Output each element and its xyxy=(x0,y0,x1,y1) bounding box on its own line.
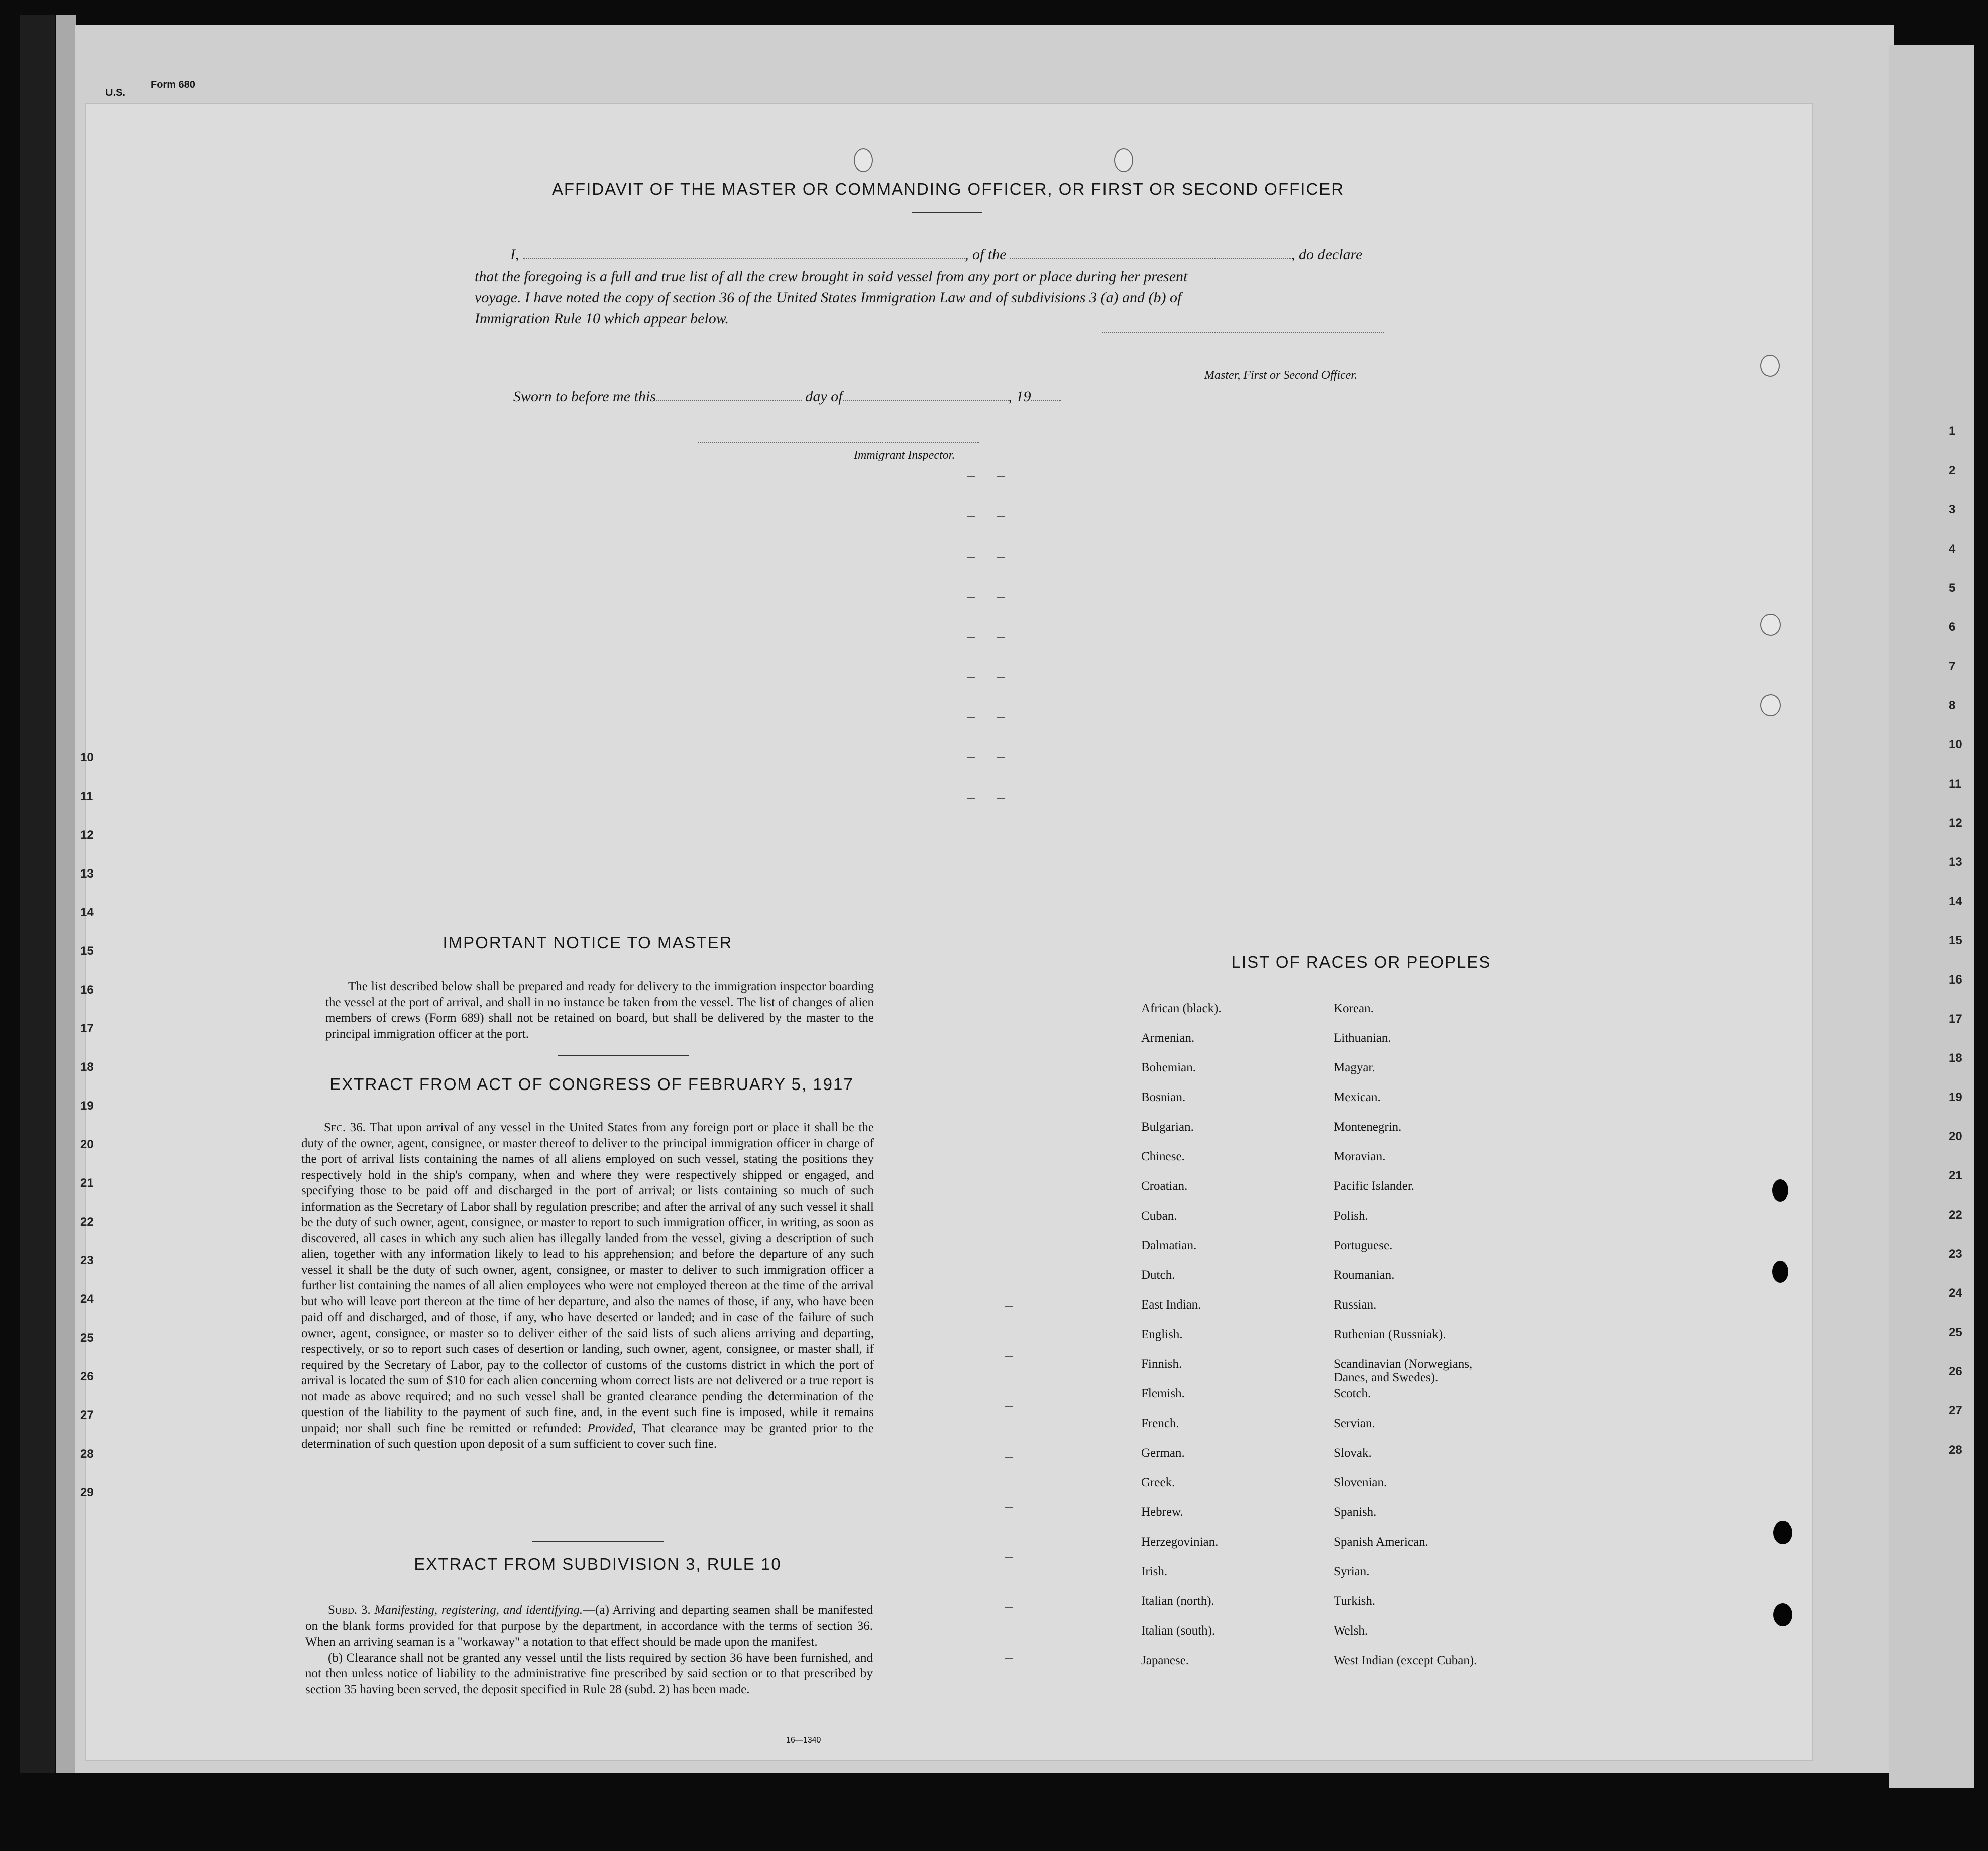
race-item: Bohemian. xyxy=(1141,1061,1196,1074)
column-dash xyxy=(997,557,1005,558)
race-item: Irish. xyxy=(1141,1565,1168,1578)
column-dash xyxy=(967,757,975,758)
margin-number: 18 xyxy=(80,1060,94,1074)
column-dash xyxy=(967,717,975,718)
race-item: Scandinavian (Norwegians, Danes, and Swedes). xyxy=(1334,1357,1473,1384)
column-dash xyxy=(967,798,975,799)
column-dash xyxy=(997,476,1005,477)
column-dash xyxy=(997,597,1005,598)
race-item: French. xyxy=(1141,1417,1179,1430)
rule-subd-label: Subd. 3. xyxy=(328,1603,371,1617)
column-dash xyxy=(1005,1507,1013,1508)
race-item: Lithuanian. xyxy=(1334,1031,1391,1045)
margin-number: 24 xyxy=(1949,1286,1962,1300)
notice-paragraph: The list described below shall be prepared and ready for delivery to the immigration inspector boarding the vessel at the port of arrival, and shall in no instance be taken from the vessel. The list of changes of alien members of crews (Form 689) shall not be retained on board, but shall be delivered by the master to the principal immigration officer at the port. xyxy=(325,979,874,1041)
margin-number: 10 xyxy=(1949,738,1962,751)
race-item: Finnish. xyxy=(1141,1357,1182,1371)
rule-subd-a: —(a) Arriving and departing seamen shall be manifested on the blank forms provided for that purpose by the department, in accordance with the terms of section 36. When an arriving seaman is a "workaway" a notation to that effect should be made upon the manifest. xyxy=(305,1603,873,1649)
margin-number: 21 xyxy=(1949,1169,1962,1182)
year-blank[interactable] xyxy=(1031,400,1061,401)
rule-title: EXTRACT FROM SUBDIVISION 3, RULE 10 xyxy=(414,1555,782,1573)
race-item: Turkish. xyxy=(1334,1594,1376,1608)
us-label: U.S. xyxy=(105,87,125,98)
race-item: Syrian. xyxy=(1334,1565,1370,1578)
margin-number: 6 xyxy=(1949,620,1956,634)
margin-number: 22 xyxy=(80,1215,94,1229)
column-dash xyxy=(1005,1607,1013,1608)
affidavit-line-4: Immigration Rule 10 which appear below. xyxy=(475,310,729,327)
race-item: Flemish. xyxy=(1141,1387,1185,1400)
race-item: Portuguese. xyxy=(1334,1239,1393,1252)
margin-number: 23 xyxy=(1949,1247,1962,1261)
day-blank[interactable] xyxy=(656,400,802,401)
race-item: Dutch. xyxy=(1141,1268,1175,1282)
column-dash xyxy=(967,677,975,678)
margin-number: 27 xyxy=(80,1408,94,1422)
margin-number: 20 xyxy=(1949,1130,1962,1143)
race-item: Spanish. xyxy=(1334,1505,1377,1519)
form-number: Form 680 xyxy=(151,79,195,90)
margin-number: 2 xyxy=(1949,464,1956,477)
margin-number: 28 xyxy=(1949,1443,1962,1457)
margin-number: 18 xyxy=(1949,1051,1962,1065)
signature-blank[interactable] xyxy=(1102,326,1384,333)
race-item: Greek. xyxy=(1141,1476,1175,1489)
race-item: West Indian (except Cuban). xyxy=(1334,1654,1477,1667)
race-item: Bulgarian. xyxy=(1141,1120,1194,1134)
race-item: Bosnian. xyxy=(1141,1091,1186,1104)
vessel-blank[interactable] xyxy=(1010,258,1291,259)
margin-number: 10 xyxy=(80,751,94,765)
margin-number: 14 xyxy=(80,906,94,919)
act-rule xyxy=(532,1541,664,1542)
punch-hole xyxy=(854,148,873,172)
left-edge-strip xyxy=(20,15,55,1773)
punch-hole xyxy=(1772,1179,1788,1202)
margin-number: 1 xyxy=(1949,424,1956,438)
margin-number: 27 xyxy=(1949,1404,1962,1418)
month-blank[interactable] xyxy=(843,400,1009,401)
margin-number: 16 xyxy=(80,983,94,997)
race-item: English. xyxy=(1141,1328,1183,1341)
race-item: Croatian. xyxy=(1141,1179,1188,1193)
rule-text xyxy=(305,1602,873,1697)
race-item: Italian (south). xyxy=(1141,1624,1216,1638)
margin-number: 12 xyxy=(1949,816,1962,830)
column-dash xyxy=(1005,1557,1013,1558)
race-item: Pacific Islander. xyxy=(1334,1179,1415,1193)
column-dash xyxy=(1005,1457,1013,1458)
rule-subd-heading: Manifesting, registering, and identifying. xyxy=(374,1603,583,1617)
race-item: Hebrew. xyxy=(1141,1505,1183,1519)
margin-number: 17 xyxy=(1949,1012,1962,1026)
column-dash xyxy=(1005,1306,1013,1307)
margin-number: 26 xyxy=(80,1370,94,1383)
race-item: Scotch. xyxy=(1334,1387,1371,1400)
race-item: Servian. xyxy=(1334,1417,1375,1430)
inspector-label: Immigrant Inspector. xyxy=(854,449,955,462)
margin-number: 29 xyxy=(80,1486,94,1499)
margin-number: 20 xyxy=(80,1138,94,1151)
day-of-text: day of xyxy=(805,388,843,405)
margin-number: 24 xyxy=(80,1292,94,1306)
margin-number: 19 xyxy=(80,1099,94,1113)
affidavit-of-the: , of the xyxy=(965,246,1007,263)
race-item: Polish. xyxy=(1334,1209,1368,1223)
column-dash xyxy=(997,677,1005,678)
race-item: Welsh. xyxy=(1334,1624,1368,1638)
margin-number: 11 xyxy=(80,790,93,803)
sworn-line xyxy=(513,387,1061,407)
column-dash xyxy=(1005,1658,1013,1659)
margin-number: 5 xyxy=(1949,581,1956,595)
margin-number: 22 xyxy=(1949,1208,1962,1222)
name-blank[interactable] xyxy=(523,258,965,259)
margin-number: 21 xyxy=(80,1176,94,1190)
act-sec-label: Sec. 36. xyxy=(324,1121,366,1134)
affidavit-i: I, xyxy=(510,246,519,263)
footer-code: 16—1340 xyxy=(786,1736,821,1745)
race-item: Cuban. xyxy=(1141,1209,1177,1223)
races-title: LIST OF RACES OR PEOPLES xyxy=(1231,953,1491,971)
rule-subd-b: (b) Clearance shall not be granted any vessel until the lists required by section 36 have been furnished, and not then unless notice of liability to the administrative fine prescribed by said section or to that prescribed by section 35 having been served, the deposit specified in Rule 28 (subd. 2) has been made. xyxy=(305,1651,873,1696)
column-dash xyxy=(967,637,975,638)
affidavit-line-2: that the foregoing is a full and true list of all the crew brought in said vessel from any port or place during her present xyxy=(475,268,1188,285)
margin-number: 19 xyxy=(1949,1091,1962,1104)
margin-number: 28 xyxy=(80,1447,94,1461)
affidavit-line-1 xyxy=(510,245,1424,265)
race-item: Moravian. xyxy=(1334,1150,1386,1163)
race-item: Ruthenian (Russniak). xyxy=(1334,1328,1446,1341)
affidavit-declare: , do declare xyxy=(1291,246,1363,263)
race-item: Korean. xyxy=(1334,1002,1374,1015)
column-dash xyxy=(997,798,1005,799)
margin-number: 26 xyxy=(1949,1365,1962,1378)
affidavit-title-rule xyxy=(912,212,982,213)
race-item: Slovenian. xyxy=(1334,1476,1387,1489)
year-text: , 19 xyxy=(1008,388,1031,405)
race-item: Italian (north). xyxy=(1141,1594,1214,1608)
race-item: Japanese. xyxy=(1141,1654,1189,1667)
column-dash xyxy=(1005,1356,1013,1357)
punch-hole xyxy=(1760,694,1781,716)
column-dash xyxy=(997,516,1005,517)
race-item: East Indian. xyxy=(1141,1298,1201,1312)
margin-number: 25 xyxy=(80,1331,94,1345)
race-item: Slovak. xyxy=(1334,1446,1372,1460)
inspector-signature-blank[interactable] xyxy=(698,437,979,443)
punch-hole xyxy=(1773,1521,1792,1544)
column-dash xyxy=(967,476,975,477)
column-dash xyxy=(967,557,975,558)
margin-number: 11 xyxy=(1949,777,1962,791)
race-item: Herzegovinian. xyxy=(1141,1535,1219,1549)
race-item: Dalmatian. xyxy=(1141,1239,1197,1252)
left-underlying-page xyxy=(56,15,76,1773)
race-item: Roumanian. xyxy=(1334,1268,1395,1282)
punch-hole xyxy=(1114,148,1133,172)
notice-title: IMPORTANT NOTICE TO MASTER xyxy=(443,933,733,952)
act-proviso-text: That clearance may be granted prior to the determination of such question upon deposit of a sum sufficient to cover such fine. xyxy=(301,1421,874,1451)
margin-number: 25 xyxy=(1949,1326,1962,1339)
race-item: Russian. xyxy=(1334,1298,1377,1312)
column-dash xyxy=(997,757,1005,758)
column-dash xyxy=(967,597,975,598)
sworn-text: Sworn to before me this xyxy=(513,388,656,405)
margin-number: 13 xyxy=(80,867,94,881)
margin-number: 17 xyxy=(80,1022,94,1035)
column-dash xyxy=(967,516,975,517)
affidavit-line-3: voyage. I have noted the copy of section 36 of the United States Immigration Law and of subdivisions 3 (a) and (b) of xyxy=(475,289,1182,306)
notice-rule xyxy=(558,1055,689,1056)
margin-number: 14 xyxy=(1949,895,1962,908)
race-item: Mexican. xyxy=(1334,1091,1381,1104)
act-body: That upon arrival of any vessel in the United States from any foreign port or place it shall be the duty of the owner, agent, consignee, or master thereof to deliver to the principal immigration officer in charge of the port of arrival lists containing the names of all aliens employed on such vessel, stating the positions they respectively hold in the ship's company, when and where they were respectively shipped or engaged, and specifying those to be paid off and discharged in the port of arrival; or lists containing so much of such information as the Secretary of Labor shall by regulation prescribe; and after the arrival of any such vessel it shall be the duty of such owner, agent, consignee, or master to report to such immigration officer, in writing, as soon as discovered, all cases in which any such alien has illegally landed from the vessel, giving a description of such alien, together with any information likely to lead to his apprehension; and before the departure of any such vessel it shall be the duty of such owner, agent, consignee, or master to deliver to such immigration officer a further list containing the names of all alien employees who were not employed thereon at the time of the arrival but who will leave port thereon at the time of her departure, and also the names of those, if any, who have been paid off and discharged, and of those, if any, who have deserted or landed; and in case of the failure of such owner, agent, consignee, or master so to deliver either of the said lists of such aliens arriving and departing, respectively, or so to report such cases of desertion or landing, such owner, agent, consignee, or master shall, if required by the Secretary of Labor, pay to the collector of customs of the customs district in which the port of arrival is located the sum of $10 for each alien concerning whom correct lists are not delivered or a true report is not made as above required; and no such vessel shall be granted clearance pending the determination of the question of the liability to the payment of such fine, and, in the event such fine is imposed, while it remains unpaid; nor shall such fine be remitted or refunded: xyxy=(301,1121,874,1435)
race-item: Montenegrin. xyxy=(1334,1120,1402,1134)
race-item: African (black). xyxy=(1141,1002,1222,1015)
margin-number: 15 xyxy=(1949,934,1962,947)
notice-text xyxy=(325,978,874,1042)
column-dash xyxy=(997,637,1005,638)
margin-number: 15 xyxy=(80,944,94,958)
signature-label: Master, First or Second Officer. xyxy=(1204,369,1357,382)
act-text xyxy=(301,1120,874,1452)
punch-hole xyxy=(1760,614,1781,636)
right-underlying-page xyxy=(1889,45,1974,1788)
margin-number: 16 xyxy=(1949,973,1962,987)
race-item: Armenian. xyxy=(1141,1031,1195,1045)
margin-number: 23 xyxy=(80,1254,94,1267)
race-item: Spanish American. xyxy=(1334,1535,1428,1549)
column-dash xyxy=(1005,1406,1013,1407)
race-item: Chinese. xyxy=(1141,1150,1185,1163)
column-dash xyxy=(997,717,1005,718)
margin-number: 8 xyxy=(1949,699,1956,712)
punch-hole xyxy=(1773,1603,1792,1626)
act-proviso-label: Provided, xyxy=(587,1421,636,1435)
race-item: German. xyxy=(1141,1446,1185,1460)
margin-number: 3 xyxy=(1949,503,1956,516)
margin-number: 13 xyxy=(1949,855,1962,869)
document-page xyxy=(85,103,1813,1761)
margin-number: 4 xyxy=(1949,542,1956,556)
punch-hole xyxy=(1760,355,1780,377)
margin-number: 7 xyxy=(1949,660,1956,673)
race-item: Magyar. xyxy=(1334,1061,1375,1074)
punch-hole xyxy=(1772,1261,1788,1283)
act-title: EXTRACT FROM ACT OF CONGRESS OF FEBRUARY 5, 1917 xyxy=(329,1075,854,1094)
affidavit-title: AFFIDAVIT OF THE MASTER OR COMMANDING OFFICER, OR FIRST OR SECOND OFFICER xyxy=(551,180,1345,198)
margin-number: 12 xyxy=(80,828,94,842)
